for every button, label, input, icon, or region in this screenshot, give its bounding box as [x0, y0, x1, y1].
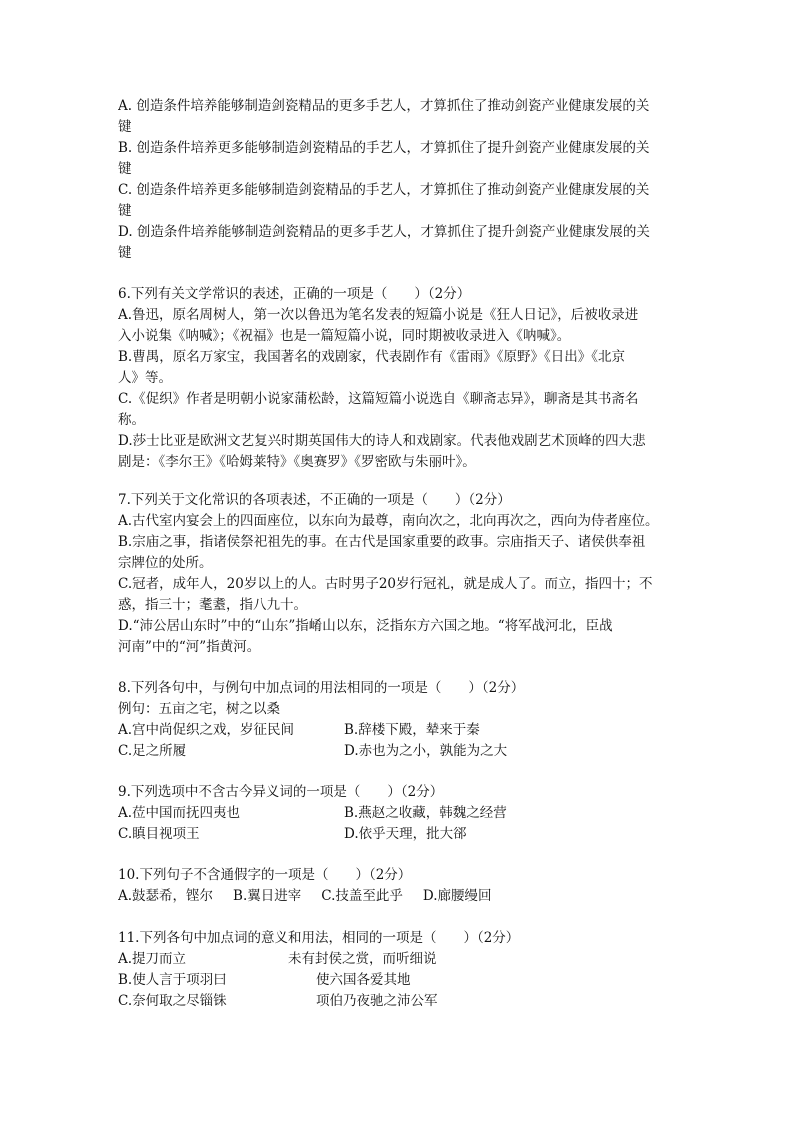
q11-option-b-left: B.使人言于项羽曰 — [118, 972, 227, 988]
q5-option-line: 键 — [118, 161, 132, 177]
q10-stem: 10.下列句子不含通假字的一项是（ ）（2分） — [118, 867, 412, 883]
q9-option-b: B.燕赵之收藏，韩魏之经营 — [344, 805, 507, 821]
q8-option-row — [118, 720, 688, 741]
q11-option-row — [118, 970, 688, 991]
question-10 — [118, 865, 688, 907]
q9-option-d: D.依乎天理，批大郤 — [344, 826, 467, 842]
q8-stem: 8.下列各句中，与例句中加点词的用法相同的一项是（ ）（2分） — [118, 680, 525, 696]
q5-option-line: D. 创造条件培养能够制造剑瓷精品的更多手艺人，才算抓住了提升剑瓷产业健康发展的关 — [118, 224, 650, 240]
q11-option-row — [118, 949, 688, 970]
q8-option-a: A.宫中尚促织之戏，岁征民间 — [118, 722, 295, 738]
q6-line: A.鲁迅，原名周树人，第一次以鲁迅为笔名发表的短篇小说是《狂人日记》，后被收录进 — [118, 307, 639, 323]
q8-example: 例句：五亩之宅，树之以桑 — [118, 701, 280, 717]
q5-option-line: B. 创造条件培养更多能够制造剑瓷精品的手艺人，才算抓住了提升剑瓷产业健康发展的关 — [118, 140, 650, 156]
question-7 — [118, 490, 688, 658]
q8-option-b: B.辞楼下殿，辇来于秦 — [344, 722, 480, 738]
q9-option-row — [118, 803, 688, 824]
q8-option-c: C.足之所履 — [118, 743, 187, 759]
q7-line: C.冠者，成年人，20岁以上的人。古时男子20岁行冠礼，就是成人了。而立，指四十；不 — [118, 576, 653, 592]
q11-stem: 11.下列各句中加点词的意义和用法，相同的一项是（ ）（2分） — [118, 930, 520, 946]
q10-option-a: A.鼓瑟希，铿尔 — [118, 888, 214, 904]
q7-line: B.宗庙之事，指诸侯祭祀祖先的事。在古代是国家重要的政事。宗庙指天子、诸侯供奉祖 — [118, 534, 646, 550]
question-8 — [118, 678, 688, 762]
q10-option-b: B.翼日进宰 — [233, 888, 302, 904]
q5-option-line: A. 创造条件培养能够制造剑瓷精品的更多手艺人，才算抓住了推动剑瓷产业健康发展的关 — [118, 98, 650, 114]
q5-option-line: 键 — [118, 203, 132, 219]
q9-option-c: C.瞋目视项王 — [118, 826, 200, 842]
q10-option-c: C.技盖至此乎 — [321, 888, 403, 904]
q5-options — [118, 96, 688, 264]
q10-options — [118, 886, 688, 907]
q6-line: 入小说集《呐喊》；《祝福》也是一篇短篇小说，同时期被收录进入《呐喊》。 — [118, 328, 571, 344]
q6-stem: 6.下列有关文学常识的表述，正确的一项是（ ）（2分） — [118, 286, 471, 302]
q6-line: 人》等。 — [118, 370, 172, 386]
q6-line: B.曹禺，原名万家宝，我国著名的戏剧家，代表剧作有《雷雨》《原野》《日出》《北京 — [118, 349, 625, 365]
q11-option-a-right: 未有封侯之赏，而听细说 — [288, 951, 437, 967]
q6-line: D.莎士比亚是欧洲文艺复兴时期英国伟大的诗人和戏剧家。代表他戏剧艺术顶峰的四大悲 — [118, 433, 646, 449]
q8-option-row — [118, 741, 688, 762]
q8-option-d: D.赤也为之小，孰能为之大 — [344, 743, 508, 759]
question-6 — [118, 284, 688, 473]
q6-line: C.《促织》作者是明朝小说家蒲松龄，这篇短篇小说选自《聊斋志异》，聊斋是其书斋名 — [118, 391, 639, 407]
q11-option-row — [118, 991, 688, 1012]
q7-line: 河南”中的“河”指黄河。 — [118, 639, 261, 655]
q5-option-line: C. 创造条件培养更多能够制造剑瓷精品的手艺人，才算抓住了推动剑瓷产业健康发展的关 — [118, 182, 650, 198]
q11-option-c-right: 项伯乃夜驰之沛公军 — [316, 993, 438, 1009]
q11-option-a-left: A.提刀而立 — [118, 951, 187, 967]
question-11 — [118, 928, 688, 1012]
q7-line: 惑，指三十；耄耋，指八九十。 — [118, 597, 307, 613]
q6-line: 剧是：《李尔王》《哈姆莱特》《奥赛罗》《罗密欧与朱丽叶》。 — [118, 454, 476, 470]
q7-line: 宗牌位的处所。 — [118, 555, 213, 571]
q9-option-row — [118, 824, 688, 845]
q5-option-line: 键 — [118, 245, 132, 261]
q7-line: A.古代室内宴会上的四面座位，以东向为最尊，南向次之，北向再次之，西向为侍者座位。 — [118, 513, 659, 529]
q9-stem: 9.下列选项中不含古今异义词的一项是（ ）（2分） — [118, 784, 444, 800]
q7-line: D.“沛公居山东时”中的“山东”指崤山以东，泛指东方六国之地。“将军战河北，臣战 — [118, 618, 613, 634]
q9-option-a: A.莅中国而抚四夷也 — [118, 805, 241, 821]
q11-option-c-left: C.奈何取之尽锱铢 — [118, 993, 227, 1009]
q5-option-line: 键 — [118, 119, 132, 135]
question-9 — [118, 782, 688, 845]
q6-line: 称。 — [118, 412, 145, 428]
q7-stem: 7.下列关于文化常识的各项表述，不正确的一项是（ ）（2分） — [118, 492, 511, 508]
q10-option-d: D.廊腰缦回 — [422, 888, 492, 904]
q11-option-b-right: 使六国各爱其地 — [316, 972, 411, 988]
